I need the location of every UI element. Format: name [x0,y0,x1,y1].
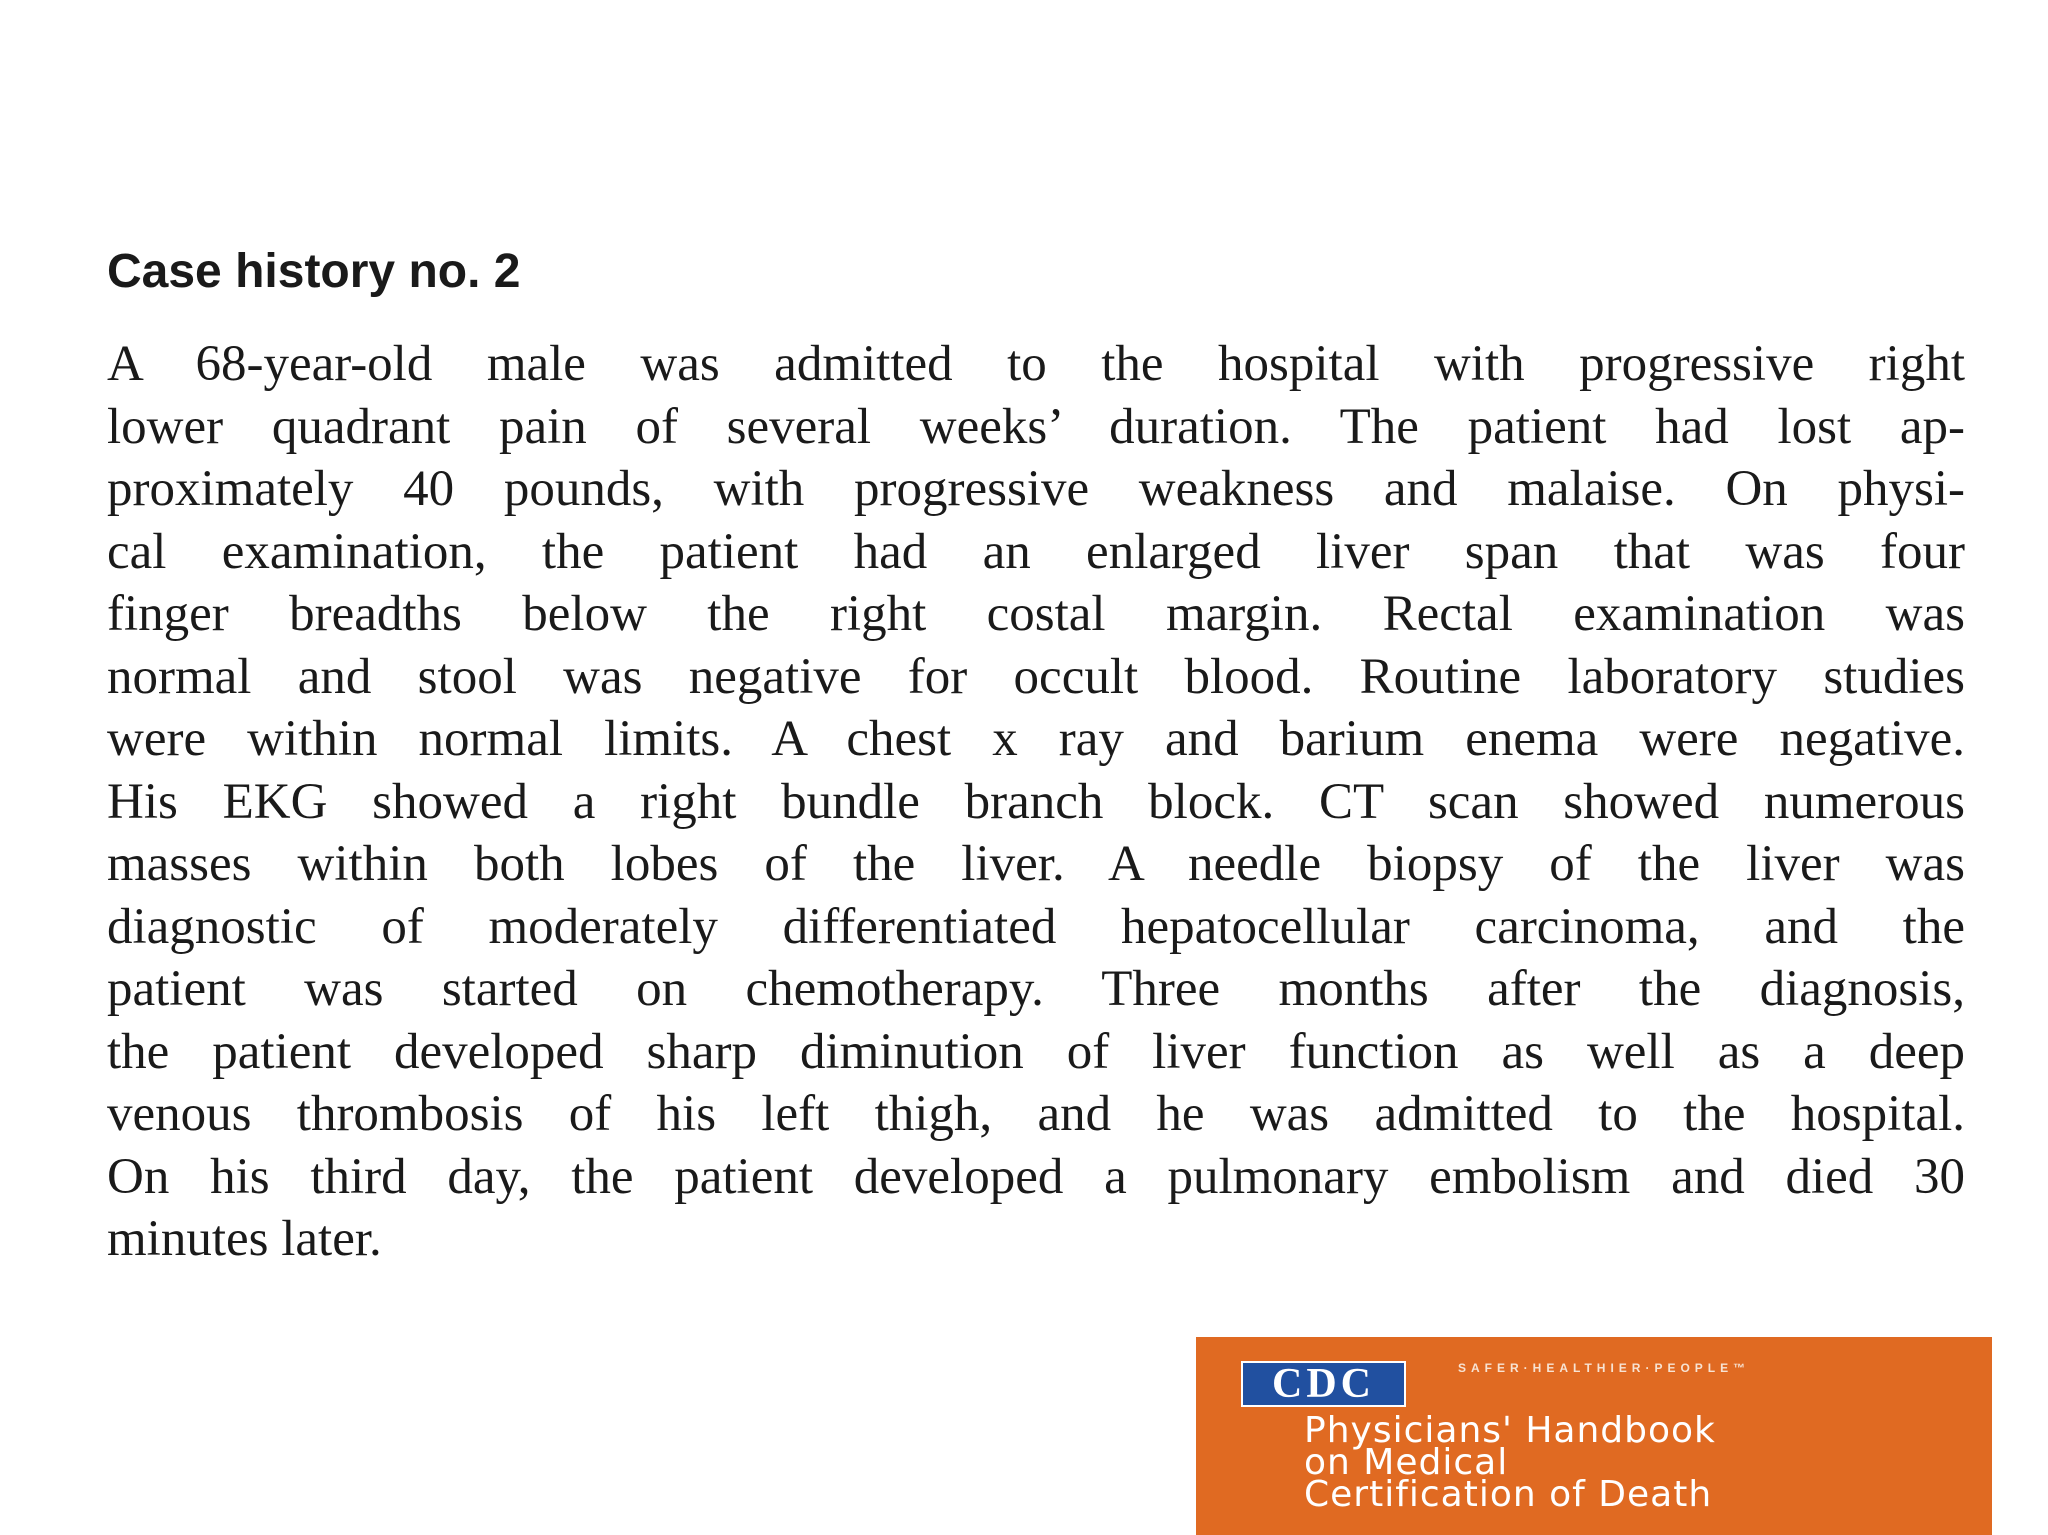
case-body-line: proximately 40 pounds, with progressive weakness and malaise. On physi- [107,461,1965,517]
case-body-line: finger breadths below the right costal margin. Rectal examination was [107,586,1965,642]
case-body-line: minutes later. [107,1211,382,1267]
cdc-handbook-banner [1196,1337,1992,1535]
case-body-line: On his third day, the patient developed a pulmonary embolism and died 30 [107,1148,1965,1205]
handbook-title-line: Physicians' Handbook [1304,1410,1716,1451]
handbook-title-line: on Medical [1304,1442,1509,1483]
case-body-line: were within normal limits. A chest x ray and barium enema were negative. [107,711,1965,767]
case-body-line: diagnostic of moderately differentiated hepatocellular carcinoma, and the [107,898,1965,955]
case-body-line: the patient developed sharp diminution of liver function as well as a deep [107,1023,1965,1080]
case-body-line: lower quadrant pain of several weeks’ duration. The patient had lost ap- [107,398,1965,455]
case-body-line: masses within both lobes of the liver. A needle biopsy of the liver was [107,836,1965,892]
cdc-tagline: SAFER·HEALTHIER·PEOPLE™ [1458,1361,1751,1375]
case-body-line: normal and stool was negative for occult blood. Routine laboratory studies [107,648,1965,705]
case-body-line: His EKG showed a right bundle branch block. CT scan showed numerous [107,773,1965,830]
handbook-title [1304,1410,1716,1515]
case-body-line: cal examination, the patient had an enlarged liver span that was four [107,523,1965,580]
case-body-line: A 68-year-old male was admitted to the hospital with progressive right [107,336,1965,392]
case-body [107,333,1965,1271]
case-title: Case history no. 2 [107,245,521,298]
case-body-line: patient was started on chemotherapy. Three months after the diagnosis, [107,961,1965,1017]
handbook-title-line: Certification of Death [1304,1474,1713,1515]
cdc-logo-text: CDC [1272,1361,1375,1407]
case-body-line: venous thrombosis of his left thigh, and he was admitted to the hospital. [107,1086,1965,1142]
cdc-logo [1241,1361,1406,1407]
